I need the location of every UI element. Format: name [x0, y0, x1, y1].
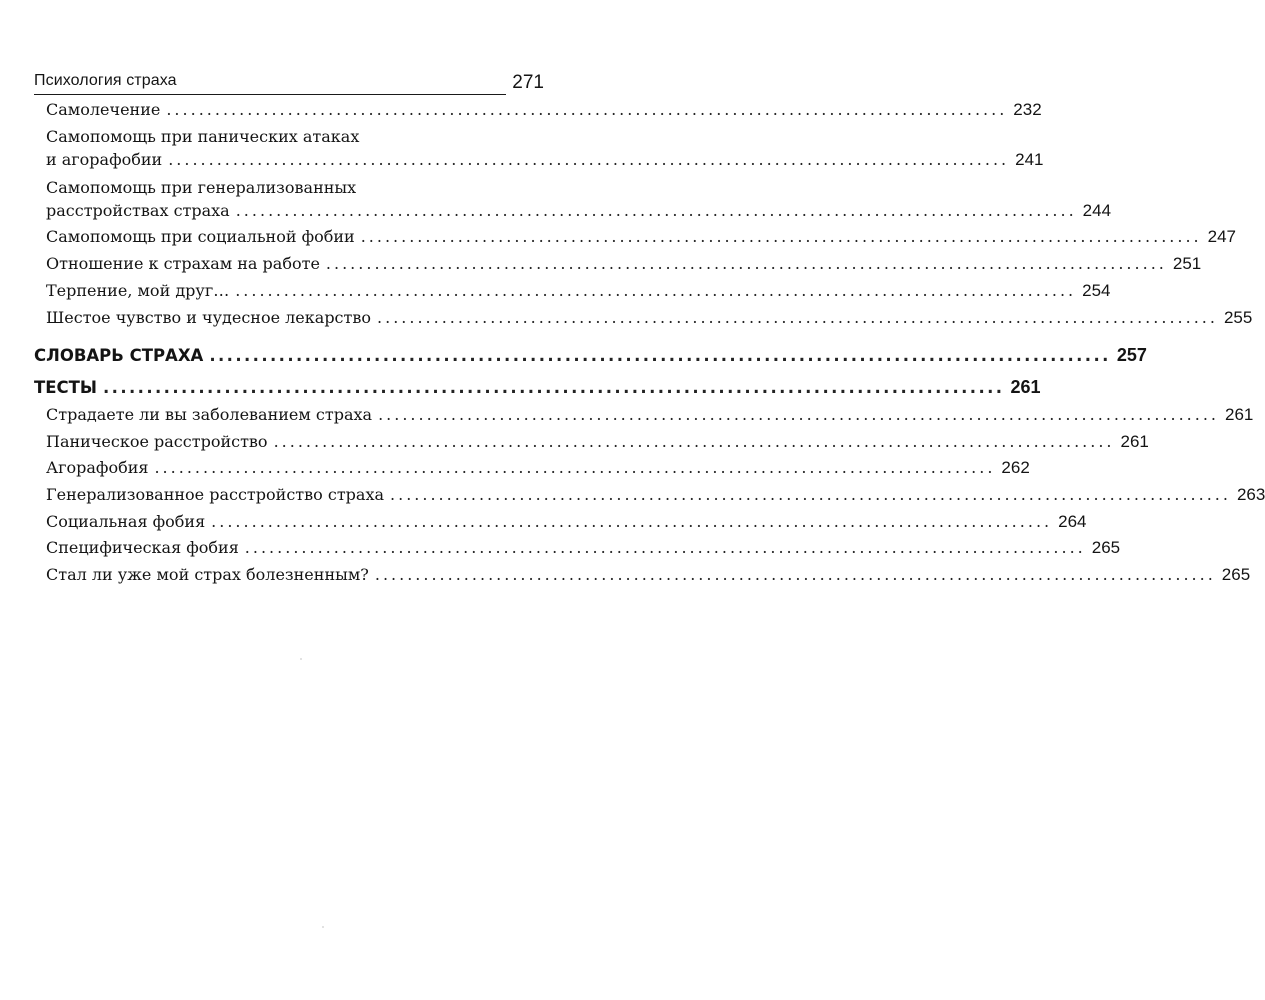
toc-section: [34, 374, 1041, 401]
toc-leader-dots: ........................................................................................................: [168, 150, 1010, 169]
toc-entry-title: Шестое чувство и чудесное лекарство: [46, 308, 372, 327]
toc-leader-dots: ........................................................................................................: [211, 512, 1053, 531]
toc-leader-dots: ........................................................................................................: [390, 485, 1231, 504]
toc-entry-title: Самолечение: [46, 100, 161, 119]
paper-speck: [300, 658, 302, 660]
toc-entry-title: Отношение к страхам на работе: [46, 254, 320, 273]
toc-entry-title-line1: Самопомощь при генерализованных: [46, 178, 357, 197]
toc-entry: [46, 197, 1112, 224]
toc-entry-title: Социальная фобия: [46, 512, 206, 531]
toc-entry: [46, 304, 1253, 331]
toc-entry-title: Самопомощь при социальной фобии: [46, 227, 355, 246]
toc-leader-dots: ........................................................................................................: [244, 538, 1086, 557]
toc-entry-page: 254: [1082, 281, 1111, 300]
toc-entry: [46, 481, 1265, 508]
toc-leader-dots: ........................................................................................................: [378, 405, 1220, 424]
toc-entry: [46, 561, 1251, 588]
toc-entry-page: 244: [1082, 201, 1112, 220]
toc-section-page: 257: [1116, 345, 1147, 365]
toc-entry: [46, 250, 1202, 277]
toc-leader-dots: ........................................................................................................: [377, 308, 1218, 327]
toc-leader-dots: ........................................................................................................: [360, 227, 1202, 246]
paper-speck: [322, 926, 324, 928]
toc-entry: [46, 454, 1030, 481]
toc-entry: [46, 96, 1042, 123]
toc-entry-page: 265: [1091, 538, 1121, 557]
toc-leader-dots: ........................................................................................................: [209, 346, 1111, 365]
toc-leader-dots: ........................................................................................................: [273, 432, 1115, 451]
toc-entry-page: 264: [1058, 512, 1087, 531]
toc-entry: [46, 223, 1236, 250]
toc-section: [34, 342, 1147, 369]
toc-entry-page: 263: [1236, 485, 1265, 504]
toc-entry-page: 247: [1207, 227, 1236, 246]
toc-entry-page: 232: [1013, 100, 1042, 119]
toc-entry-page: 251: [1172, 254, 1202, 273]
toc-leader-dots: ........................................................................................................: [235, 201, 1077, 220]
toc-entry-page: 261: [1120, 432, 1149, 451]
toc-entry: [46, 508, 1087, 535]
toc-entry: [46, 401, 1254, 428]
toc-entry-title: и агорафобии: [46, 150, 163, 169]
toc-entry-title-line1: Самопомощь при панических атаках: [46, 127, 360, 146]
toc-entry-title: Страдаете ли вы заболеванием страха: [46, 405, 373, 424]
toc-section-title: ТЕСТЫ: [34, 378, 97, 397]
toc-leader-dots: ........................................................................................................: [325, 254, 1167, 273]
toc-entry-title: Агорафобия: [46, 458, 149, 477]
toc-entry-page: 261: [1225, 405, 1254, 424]
toc-entry-title: Терпение, мой друг…: [46, 281, 230, 300]
toc-entry-title: расстройствах страха: [46, 201, 230, 220]
toc-entry-page: 265: [1221, 565, 1251, 584]
toc-entry: [46, 277, 1111, 304]
toc-entry: [46, 146, 1044, 173]
toc-entry-page: 241: [1015, 150, 1044, 169]
running-header: [34, 66, 506, 95]
toc-leader-dots: ........................................................................................................: [166, 100, 1008, 119]
page-number: 271: [512, 72, 544, 93]
toc-entry-page: 262: [1001, 458, 1030, 477]
toc-entry-page: 255: [1223, 308, 1253, 327]
toc-leader-dots: ........................................................................................................: [374, 565, 1216, 584]
toc-entry-title: Специфическая фобия: [46, 538, 239, 557]
toc-leader-dots: ........................................................................................................: [103, 378, 1005, 397]
toc-entry-title: Паническое расстройство: [46, 432, 268, 451]
toc-section-page: 261: [1010, 377, 1041, 397]
toc-leader-dots: ........................................................................................................: [154, 458, 996, 477]
toc-entry: [46, 428, 1149, 455]
toc-entry-title: Стал ли уже мой страх болезненным?: [46, 565, 369, 584]
toc-section-title: СЛОВАРЬ СТРАХА: [34, 346, 204, 365]
toc-entry: [46, 534, 1121, 561]
toc-leader-dots: ........................................................................................................: [235, 281, 1077, 300]
toc-entry-title: Генерализованное расстройство страха: [46, 485, 385, 504]
running-title: Психология страха: [34, 72, 177, 89]
